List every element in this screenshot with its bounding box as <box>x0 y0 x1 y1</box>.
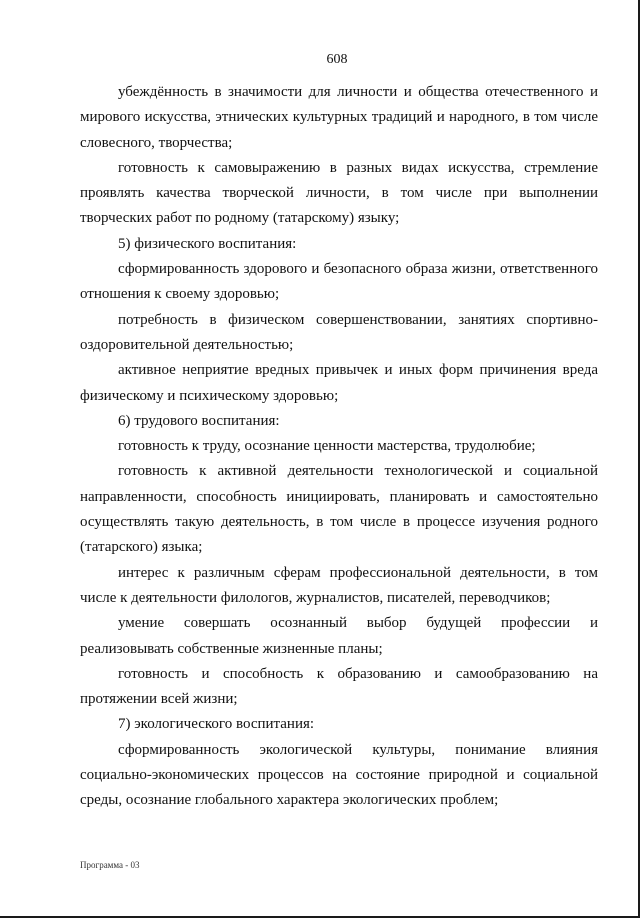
paragraph: готовность к труду, осознание ценности мастерства, трудолюбие; <box>118 438 536 455</box>
section-heading: 5) физического воспитания: <box>118 235 297 252</box>
paragraph: интерес к различным сферам профессиональной деятельности, в том числе к деятельности филологов, журналистов, писателей, переводчиков; <box>80 564 598 606</box>
document-body <box>80 80 598 814</box>
paragraph: готовность к самовыражению в разных видах искусства, стремление проявлять качества творческой личности, в том числе при выполнении творческих работ по родному (татарскому) языку; <box>80 159 598 227</box>
paragraph: умение совершать осознанный выбор будущей профессии и реализовывать собственные жизненные планы; <box>80 615 598 657</box>
paragraph: сформированность здорового и безопасного образа жизни, ответственного отношения к своему здоровью; <box>80 261 598 303</box>
paragraph: сформированность экологической культуры, понимание влияния социально-экономических процессов на состояние природной и социальной среды, осознание глобального характера экологических проблем; <box>80 741 598 809</box>
page-footer: Программа - 03 <box>80 860 140 870</box>
page-number: 608 <box>326 52 348 67</box>
section-heading: 6) трудового воспитания: <box>118 412 280 429</box>
section-heading: 7) экологического воспитания: <box>118 716 315 733</box>
paragraph: готовность к активной деятельности технологической и социальной направленности, способность инициировать, планировать и самостоятельно осуществлять такую деятельность, в том числе в процессе изучения родного (татарского) языка; <box>80 463 598 556</box>
paragraph: готовность и способность к образованию и самообразованию на протяжении всей жизни; <box>80 665 598 708</box>
paragraph: убеждённость в значимости для личности и общества отечественного и мирового искусства, этнических культурных традиций и народного, в том числе словесного, творчества; <box>80 84 598 151</box>
paragraph: активное неприятие вредных привычек и иных форм причинения вреда физическому и психическому здоровью; <box>80 362 598 404</box>
paragraph: потребность в физическом совершенствовании, занятиях спортивно-оздоровительной деятельностью; <box>80 311 598 353</box>
